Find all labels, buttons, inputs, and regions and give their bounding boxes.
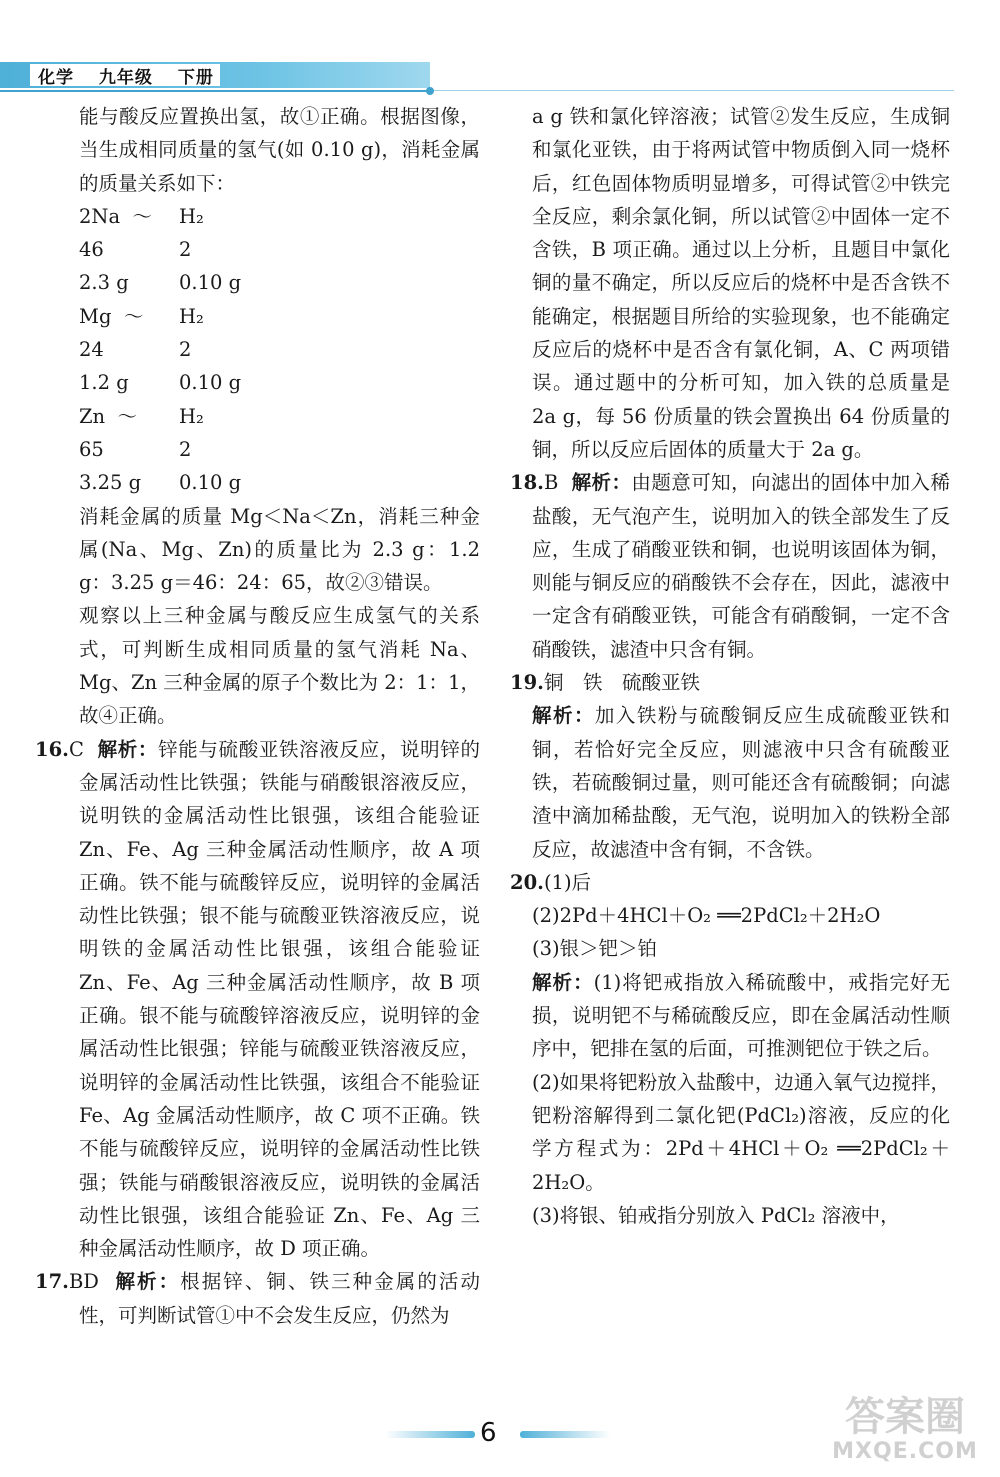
question-20 bbox=[510, 866, 950, 899]
watermark-url: MXQE.COM bbox=[832, 1439, 978, 1464]
question-20-answer-2: (2)2Pd＋4HCl＋O₂ ══2PdCl₂＋2H₂O bbox=[532, 904, 881, 928]
question-20-answer-1: (1)后 bbox=[543, 870, 592, 894]
question-19-label: 解析： bbox=[532, 704, 595, 728]
question-20-label: 解析： bbox=[532, 970, 594, 994]
left-column bbox=[35, 100, 480, 1332]
footer-bar-left bbox=[385, 1431, 475, 1438]
question-16-number: 16. bbox=[35, 737, 69, 761]
equation-row: 24 2 bbox=[79, 338, 192, 362]
question-17-label: 解析： bbox=[115, 1270, 181, 1294]
question-17 bbox=[35, 1265, 480, 1332]
right-column bbox=[510, 100, 950, 1232]
equation-row: Mg ～ H₂ bbox=[79, 304, 204, 328]
question-17-text: 根据锌、铜、铁三种金属的活动性，可判断试管①中不会发生反应，仍然为 bbox=[79, 1270, 480, 1327]
question-19-number: 19. bbox=[510, 671, 544, 695]
watermark-logo bbox=[820, 1395, 990, 1473]
equation-row: Zn ～ H₂ bbox=[79, 404, 204, 428]
header-underline bbox=[0, 90, 430, 92]
question-20-explanation-1: 解析：(1)将钯戒指放入稀硫酸中，戒指完好无损，说明钯不与稀硫酸反应，即在金属活动性顺序中，钯排在氢的后面，可推测钯位于铁之后。 bbox=[532, 970, 950, 1061]
atom-ratio-paragraph: 观察以上三种金属与酸反应生成氢气的关系式，可判断生成相同质量的氢气消耗 Na、Mg、Zn 三种金属的原子个数比为 2：1：1，故④正确。 bbox=[79, 604, 480, 728]
question-18-answer: B bbox=[543, 471, 559, 495]
running-header bbox=[38, 63, 232, 88]
question-19-answer: 铜 铁 硫酸亚铁 bbox=[543, 671, 700, 695]
question-20-number: 20. bbox=[510, 870, 544, 894]
question-19-explanation bbox=[510, 699, 950, 865]
header-dot bbox=[426, 87, 434, 95]
watermark-text: 答案圈 bbox=[845, 1394, 965, 1440]
header-grade: 九年级 bbox=[98, 68, 153, 88]
question-16-label: 解析： bbox=[97, 737, 159, 761]
question-17-number: 17. bbox=[35, 1270, 69, 1294]
question-20-explanation-3: (3)将银、铂戒指分别放入 PdCl₂ 溶液中， bbox=[532, 1203, 900, 1227]
question-16-answer: C bbox=[68, 737, 84, 761]
question-20-explanation-2: (2)如果将钯粉放入盐酸中，边通入氧气边搅拌，钯粉溶解得到二氯化钯(PdCl₂)溶液，反应的化学方程式为：2Pd＋4HCl＋O₂ ══2PdCl₂＋2H₂O。 bbox=[532, 1070, 950, 1194]
page-number: 6 bbox=[480, 1418, 497, 1448]
equation-row: 46 2 bbox=[79, 238, 192, 262]
question-19 bbox=[510, 666, 950, 699]
header-subject: 化学 bbox=[38, 68, 74, 88]
equation-row: 1.2 g 0.10 g bbox=[79, 371, 242, 395]
question-18 bbox=[510, 466, 950, 666]
question-18-text: 由题意可知，向滤出的固体中加入稀盐酸，无气泡产生，说明加入的铁全部发生了反应，生成了硝酸亚铁和铜，也说明该固体为铜，则能与铜反应的硝酸铁不会存在，因此，滤液中一定含有硝酸亚铁，可能含有硝酸铜，一定不含硝酸铁，滤渣中只含有铜。 bbox=[532, 471, 950, 661]
question-17-answer: BD bbox=[68, 1270, 99, 1294]
intro-paragraph: 能与酸反应置换出氢，故①正确。根据图像，当生成相同质量的氢气(如 0.10 g)，消耗金属的质量关系如下： bbox=[79, 105, 480, 195]
header-rule bbox=[434, 90, 954, 91]
footer-bar-right bbox=[520, 1431, 610, 1438]
equation-row: 3.25 g 0.10 g bbox=[79, 471, 242, 495]
question-16-text: 锌能与硫酸亚铁溶液反应，说明锌的金属活动性比铁强；铁能与硝酸银溶液反应，说明铁的金属活动性比银强，该组合能验证 Zn、Fe、Ag 三种金属活动性顺序，故 A 项正确。铁不能与硫酸锌反应，说明锌的金属活动性比铁强；银不能与硫酸亚铁溶液反应，说明铁的金属活动性比银强，该组合能验证 Zn、Fe、Ag 三种金属活动性顺序，故 B 项正确。银不能与硫酸锌溶液反应，说明锌的金属活动性比银强；锌能与硫酸亚铁溶液反应，说明锌的金属活动性比铁强，该组合不能验证 Fe、Ag 金属活动性顺序，故 C 项不正确。铁不能与硫酸锌反应，说明锌的金属活动性比铁强；铁能与硝酸银溶液反应，说明铁的金属活动性比银强，该组合能验证 Zn、Fe、Ag 三种金属活动性顺序，故 D 项正确。 bbox=[79, 737, 480, 1261]
question-20-answer-3: (3)银＞钯＞铂 bbox=[532, 937, 658, 961]
equation-block bbox=[35, 200, 480, 500]
question-17-continued: a g 铁和氯化锌溶液；试管②发生反应，生成铜和氯化亚铁，由于将两试管中物质倒入同一烧杯后，红色固体物质明显增多，可得试管②中铁完全反应，剩余氯化铜，所以试管②中固体一定不含铁，B 项正确。通过以上分析，且题目中氯化铜的量不确定，所以反应后的烧杯中是否含铁不能确定，根据题目所给的实验现象，也不能确定反应后的烧杯中是否含有氯化铜，A、C 两项错误。通过题中的分析可知，加入铁的总质量是 2a g，每 56 份质量的铁会置换出 64 份质量的铜，所以反应后固体的质量大于 2a g。 bbox=[532, 105, 950, 461]
mass-ratio-paragraph: 消耗金属的质量 Mg＜Na＜Zn，消耗三种金属(Na、Mg、Zn)的质量比为 2.3 g：1.2 g：3.25 g＝46：24：65，故②③错误。 bbox=[79, 504, 480, 595]
header-volume: 下册 bbox=[177, 68, 214, 88]
question-16 bbox=[35, 733, 480, 1266]
equation-row: 65 2 bbox=[79, 437, 192, 461]
equation-row: 2Na ～ H₂ bbox=[79, 204, 204, 228]
question-18-number: 18. bbox=[510, 471, 544, 495]
question-19-text: 加入铁粉与硫酸铜反应生成硫酸亚铁和铜，若恰好完全反应，则滤液中只含有硫酸亚铁，若硫酸铜过量，则可能还含有硫酸铜；向滤渣中滴加稀盐酸，无气泡，说明加入的铁粉全部反应，故滤渣中含有铜，不含铁。 bbox=[532, 704, 950, 861]
equation-row: 2.3 g 0.10 g bbox=[79, 271, 242, 295]
question-18-label: 解析： bbox=[571, 471, 632, 495]
